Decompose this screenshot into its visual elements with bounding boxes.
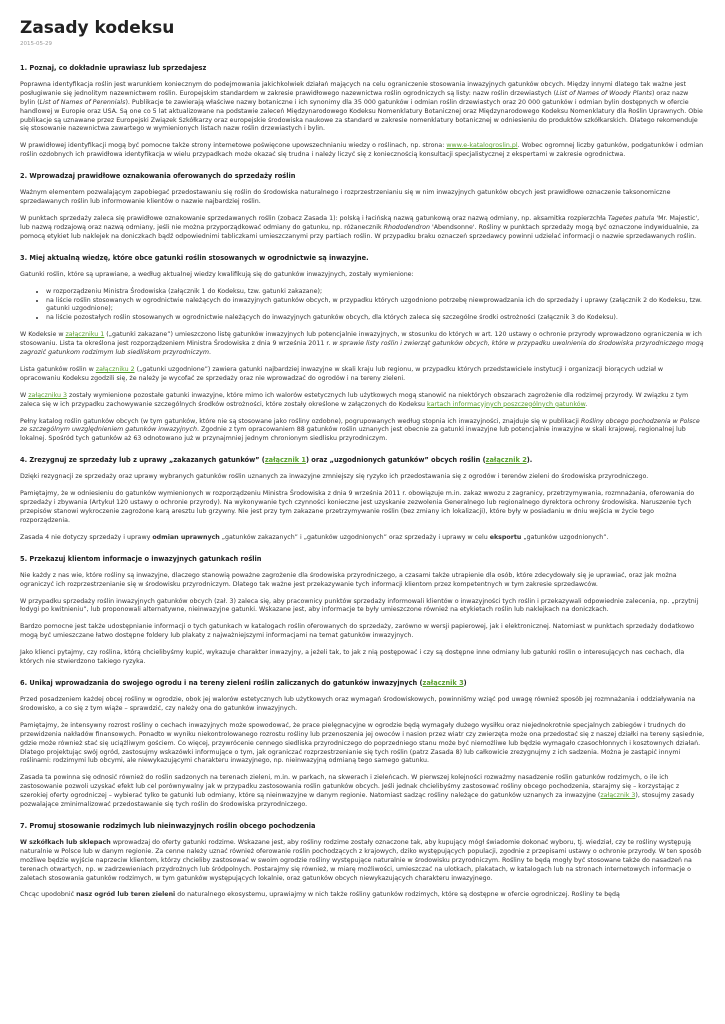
annex-3-link[interactable]: załącznik 3 — [600, 792, 636, 800]
section-5-heading: 5. Przekazuj klientom informacje o inwazyjnych gatunkach roślin — [20, 554, 262, 563]
section-3-paragraph-5 — [20, 418, 705, 445]
section-4-paragraph-1: Dzięki rezygnacji ze sprzedaży oraz uprawy wybranych gatunków roślin uznanych za inwazyjne zmniejszy się ryzyko ich przedostawania się z ogrodów i terenów zieleni do środowiska przyrodniczego. — [20, 473, 649, 481]
text: W — [20, 391, 29, 399]
section-6-heading — [20, 679, 705, 688]
section-4-heading — [20, 456, 705, 465]
text: („gatunki zakazane”) umieszczono listę gatunków inwazyjnych lub potencjalnie inwazyjnych, w stosunku do których w art. 120 ustawy o ochronie przyrody wprowadzono ograniczenia w ich stosowaniu. Lista ta określona jest rozporządzeniem Ministra Środowiska z dnia 9 września 2011 r. — [20, 331, 702, 348]
text: Tagetes patula — [607, 214, 655, 222]
text: 'Abendsonne'. Rośliny w punktach sprzedaży mogą być oznaczone indywidualnie, za pomocą etykiet lub naklejek na doniczkach bądź odpowiednimi tabliczkami umieszczanymi przy partiach roślin. W przypadku braku oznaczeń sprzedawcy powinni udzielać informacji o nazwie sprzedawanych roślin. — [20, 223, 699, 240]
text: 'Mr. Majestic', lub nazwą rodzajową oraz nazwą odmiany, jeśli nie można przyporządkować odmiany do gatunku, np. różanecznik — [20, 214, 700, 231]
section-6-paragraph-1: Przed posadzeniem każdej obcej rośliny w ogrodzie, obok jej walorów estetycznych lub użytkowych oraz wymagań środowiskowych, powinniśmy wziąć pod uwagę również sposób jej rozmnażania i oddziaływania na środowisko, a co się z tym wiąże – sprawdzić, czy należy ona do gatunków inwazyjnych. — [20, 695, 696, 712]
list-item: • w rozporządzeniu Ministra Środowiska (załącznik 1 do Kodeksu, tzw. gatunki zakazane); — [46, 288, 705, 297]
text: ), stosujmy zasady pozwalające zminimalizować przedostawanie się tych roślin do środowiska przyrodniczego. — [20, 792, 695, 809]
annex-list — [20, 288, 705, 324]
section-2-paragraph-2 — [20, 215, 705, 242]
annex-3-link[interactable]: załączniku 3 — [28, 391, 68, 399]
list-item: • na liście roślin stosowanych w ogrodnictwie należących do inwazyjnych gatunków obcych, w przypadku których uzgodniono potrzebę niewprowadzania ich do sprzedaży i uprawy (załącznik 2 do Kodeksu, tzw. gatunki uzgodnione); — [46, 297, 705, 315]
text: W Kodeksie w — [20, 331, 66, 339]
annex-2-link[interactable]: załącznik 2 — [485, 456, 527, 465]
text: ). Publikacje te zawierają właściwe nazwy botaniczne i ich synonimy dla 35 000 gatunków i odmian roślin drzewiastych oraz 20 000 gatunków i odmian bylin dostępnych w ofercie handlowej w Europie oraz USA. Są one co 5 lat aktualizowane na podstawie zaleceń Międzynarodowego Kodeksu Nomenklatury Botanicznej oraz Międzynarodowego Kodeksu Nomenklatury dla Roślin Uprawnych. Obie publikacje są uznawane przez Europejski Związek Szkółkarzy oraz europejskie środowiska naukowe za standard w zakresie nomenklatury botanicznej w odniesieniu do produktów szkółkarskich. Dlatego rekomenduje się stosowanie nazewnictwa zawartego w wymienionych listach nazw roślin drzewiastych i bylin. — [20, 98, 703, 133]
text: „gatunków zakazanych” i „gatunków uzgodnionych” oraz sprzedaży i uprawy w celu — [219, 533, 490, 541]
section-1-paragraph-2 — [20, 142, 705, 160]
annex-3-link[interactable]: załącznik 3 — [422, 678, 464, 687]
text: 6. Unikaj wprowadzania do swojego ogrodu i na tereny zieleni roślin zaliczanych do gatunków inwazyjnych ( — [20, 678, 423, 687]
section-4-paragraph-3 — [20, 534, 705, 543]
text: . — [585, 400, 588, 408]
text: W szkółkach lub sklepach — [20, 838, 111, 846]
text: w sprawie listy roślin i zwierząt gatunków obcych, które w przypadku uwolnienia do środowiska przyrodniczego mogą zagrozić gatunkom rodzimym lub siedliskom przyrodniczym — [20, 340, 704, 357]
text: Rhododendron — [383, 223, 430, 231]
text: ) oraz „uzgodnionych gatunków” obcych roślin ( — [305, 456, 486, 465]
text: („gatunki uzgodnione”) zawiera gatunki najbardziej inwazyjne w skali kraju lub regionu, w przypadku których przedstawiciele instytucji i organizacji biorących udział w opracowaniu Kodeksu zgodzili się, że należy je wycofać ze sprzedaży oraz nie wprowadzać do ogrodów i na tereny zieleni. — [20, 365, 664, 382]
text: . — [209, 349, 212, 357]
section-5-paragraph-4: Jako klienci pytajmy, czy roślina, którą chcielibyśmy kupić, wykazuje charakter inwazyjny, a jeżeli tak, to jak z nią postępować i czy są dostępne inne odmiany lub gatunki roślin o interesujących nas cechach, dla których nie stwierdzono takiego ryzyka. — [20, 649, 685, 666]
text: Zasada 4 nie dotyczy sprzedaży i uprawy — [20, 533, 153, 541]
section-5-paragraph-1: Nie każdy z nas wie, które rośliny są inwazyjne, dlaczego stanowią poważne zagrożenie dla środowiska przyrodniczego, a czasami także utrapienie dla osób, które zdecydowały się je uprawiać, oraz jak można ograniczyć ich rozprzestrzenianie się w środowisku przyrodniczym. Dlatego tak ważne jest przekazywanie tych informacji klientom przez kompetentnych w tym zakresie sprzedawców. — [20, 571, 677, 588]
text: zostały wymienione pozostałe gatunki inwazyjne, które mimo ich walorów estetycznych lub użytkowych mogą stanowić na niektórych obszarach zagrożenie dla rodzimej przyrody. W związku z tym zaleca się w ich przypadku zachowywanie szczególnych środków ostrożności, które zostały określone w załączonych do Kodeksu — [20, 391, 689, 408]
text: . Zgodnie z tym opracowaniem 88 gatunków roślin uznanych jest obecnie za gatunki inwazyjne lub potencjalnie inwazyjne w skali krajowej, regionalnej lub lokalnej. Spośród tych gatunków aż 63 odnotowano już w przynajmniej jednym chronionym siedlisku przyrodniczym. — [20, 426, 686, 443]
text: Zasada ta powinna się odnosić również do roślin sadzonych na terenach zieleni, m.in. w parkach, na skwerach i zieleńcach. W pierwszej kolejności rozważmy nasadzenie roślin gatunków rodzimych, o ile ich zastosowanie pozwoli uzyskać efekt lub cel porównywalny jak w przypadku zastosowania roślin gatunków obcych. Jeśli jednak chcielibyśmy zastosować rośliny obcego pochodzenia, starajmy się – korzystając z szerokiej oferty ogrodniczej – wybierać tylko te gatunki lub odmiany, które są nieinwazyjne w danym regionie. Natomiast sadząc rośliny należące do gatunków uznanych za inwazyjne ( — [20, 774, 680, 800]
text: nasz ogród lub teren zieleni — [76, 891, 176, 899]
section-5-paragraph-3: Bardzo pomocne jest także udostępnianie informacji o tych gatunkach w katalogach roślin oferowanych do sprzedaży, zarówno w wersji papierowej, jak i elektronicznej. Natomiast w punktach sprzedaży dodatkowo mogą być umieszczane łatwo dostępne foldery lub plakaty z najważniejszymi informacjami na temat gatunków inwazyjnych. — [20, 623, 695, 640]
text: ). — [526, 456, 533, 465]
text: „gatunków uzgodnionych”. — [521, 533, 609, 541]
text: wprowadzaj do oferty gatunki rodzime. Wskazane jest, aby rośliny rodzime zostały oznaczone tak, aby kupujący mógł świadomie dokonać wyboru, tj. wiedział, czy te rośliny występują naturalnie w Polsce lub w danym regionie. Za cenne należy uznać również oferowanie roślin pochodzących z krajowych, dziko występujących populacji, zgodnie z przepisami ustawy o ochronie przyrody. W ten sposób możliwe będzie wyjście naprzeciw klientom, którzy chcieliby zastosować w swoim ogrodzie rośliny występujące naturalnie w środowisku przyrodniczym. Rośliny te będą mogły być stosowane także do nasadzeń na terenach otwartych, np. w zadrzewieniach przydrożnych lub śródpolnych. Postarajmy się również, w miarę możliwości, umieszczać na ulotkach, plakatach, w katalogach lub na stronach internetowych informacje o zaletach stosowania gatunków rodzimych, w tym gatunków występujących lokalnie, oraz gatunków obcych niewykazujących charakteru inwazyjnego. — [20, 838, 702, 882]
text: ) oraz nazw bylin ( — [20, 89, 689, 106]
text: Lista gatunków roślin w — [20, 365, 96, 373]
section-1-paragraph-1 — [20, 81, 705, 134]
annex-2-link[interactable]: załączniku 2 — [95, 365, 135, 373]
section-5-paragraph-2: W przypadku sprzedaży roślin inwazyjnych gatunków obcych (zał. 3) zaleca się, aby pracownicy punktów sprzedaży informowali klientów o inwazyjności tych roślin i przekazywali odpowiednie zalecenia, np. „przytnij łodygi po kwitnieniu”, lub proponowali alternatywne, nieinwazyjne gatunki. Wskazane jest, aby informacje te były umieszczone również na etykietach roślin lub naklejkach na doniczkach. — [20, 597, 699, 614]
text: Chcąc upodobnić — [20, 891, 77, 899]
section-3-heading: 3. Miej aktualną wiedzę, które obce gatunki roślin stosowanych w ogrodnictwie są inwazyjne. — [20, 253, 369, 262]
section-6-paragraph-2: Pamiętajmy, że intensywny rozrost rośliny o cechach inwazyjnych może spowodować, że prace pielęgnacyjne w ogrodzie będą wymagały dużego wysiłku oraz niejednokrotnie specjalnych zabiegów i trudnych do przewidzenia nakładów finansowych. Ponadto w wyniku niekontrolowanego rozrostu rośliny lub przenoszenia jej owoców i nasion przez wiatr czy zwierzęta może ona przedostać się z naszej działki na tereny sąsiednie, gdzie może również stać się uciążliwym gościem. Co więcej, przywrócenie cennego siedliska przyrodniczego do poprzedniego stanu może być niemożliwe lub będzie wymagało czasochłonnych i kosztownych działań. Dlatego projektując swój ogród, zastosujmy wskazówki informujące o tym, jak ograniczać rozprzestrzenianie się tych roślin (patrz Zasada 8) lub całkowicie zrezygnujmy z ich sadzenia. Można je zastąpić innymi roślinami: rodzimymi lub obcymi, ale niewykazującymi charakteru inwazyjnego, np. nieinwazyjną odmianą tego samego gatunku. — [20, 721, 705, 765]
text: . Wobec ogromnej liczby gatunków, podgatunków i odmian roślin ozdobnych ich prawidłowa identyfikacja w wielu przypadkach może okazać się trudna i należy liczyć się z koniecznością konsultacji specjalistycznej z ekspertami w zakresie ogrodnictwa. — [20, 142, 704, 159]
section-2-heading: 2. Wprowadzaj prawidłowe oznakowania oferowanych do sprzedaży roślin — [20, 172, 296, 181]
text: Pełny katalog roślin gatunków obcych (w tym gatunków, które nie są stosowane jako rośliny ozdobne), pogrupowanych według stopnia ich inwazyjności, znajduje się w publikacji — [20, 417, 581, 425]
text: List of Names of Woody Plants — [556, 89, 652, 97]
list-item: • na liście pozostałych roślin stosowanych w ogrodnictwie należących do inwazyjnych gatunków obcych, dla których zaleca się szczególne środki ostrożności (załącznik 3 do Kodeksu). — [46, 314, 705, 323]
section-7-heading: 7. Promuj stosowanie rodzimych lub nieinwazyjnych roślin obcego pochodzenia — [20, 821, 316, 830]
section-7-paragraph-2 — [20, 891, 705, 900]
section-7-paragraph-1 — [20, 839, 705, 884]
species-cards-link[interactable]: kartach informacyjnych poszczególnych gatunków — [427, 400, 586, 408]
section-3-paragraph-2 — [20, 331, 705, 358]
section-4-paragraph-2: Pamiętajmy, że w odniesieniu do gatunków wymienionych w rozporządzeniu Ministra Środowiska z dnia 9 września 2011 r. obowiązuje m.in. zakaz wwozu z zagranicy, przetrzymywania, rozmnażania, oferowania do sprzedaży i zbywania (Artykuł 120 ustawy o ochronie przyrody). Na wykonywanie tych czynności konieczne jest uzyskanie zezwolenia Generalnego lub regionalnego dyrektora ochrony środowiska. Naruszenie tych przepisów stanowi wykroczenie zagrożone karą aresztu lub grzywny. Nie jest przy tym zakazane przetrzymywanie roślin (bez zmiany ich lokalizacji), które były w posiadaniu w dniu wejścia w życie tego rozporządzenia. — [20, 490, 695, 524]
text: ) — [463, 678, 467, 687]
text: W prawidłowej identyfikacji mogą być pomocne także strony internetowe poświęcone upowszechnianiu wiedzy o roślinach, np. strona: — [20, 142, 447, 150]
section-3-paragraph-4 — [20, 392, 705, 410]
annex-1-link[interactable]: załącznik 1 — [264, 456, 306, 465]
text: Rośliny obcego pochodzenia w Polsce ze szczególnym uwzględnieniem gatunków inwazyjnych — [20, 417, 700, 434]
text: do naturalnego ekosystemu, uprawiajmy w nich także rośliny gatunków rodzimych, które są dostępne w ofercie ogrodniczej. Rośliny te będą — [175, 891, 620, 899]
publish-date: 2015-05-29 — [20, 41, 52, 47]
text: odmian uprawnych — [152, 533, 220, 541]
section-2-paragraph-1: Ważnym elementem pozwalającym zapobiegać przedostawaniu się roślin do środowiska naturalnego i rozprzestrzenianiu się w nim inwazyjnych gatunków obcych jest prawidłowe oznaczenie taksonomiczne sprzedawanych roślin lub informowanie klientów o nazwie najbardziej roślin. — [20, 189, 671, 206]
text: List of Names of Perennials — [39, 98, 126, 106]
text: 4. Zrezygnuj ze sprzedaży lub z uprawy „zakazanych gatunków” ( — [20, 456, 265, 465]
annex-1-link[interactable]: załączniku 1 — [65, 331, 105, 339]
text: W punktach sprzedaży zaleca się prawidłowe oznakowanie sprzedawanych roślin (zobacz Zasada 1): polską i łacińską nazwą gatunkową oraz nazwą odmiany, np. aksamitka rozpierzchła — [20, 214, 608, 222]
text: Poprawna identyfikacja roślin jest warunkiem koniecznym do podejmowania jakichkolwiek działań mających na celu ograniczenie stosowania inwazyjnych gatunków obcych. Między innymi dlatego tak ważne jest posługiwanie się jednolitym nazewnictwem roślin. Europejskim standardem w zakresie prawidłowego nazewnictwa roślin ogrodniczych są listy: nazw roślin drzewiastych ( — [20, 80, 686, 97]
section-3-intro: Gatunki roślin, które są uprawiane, a według aktualnej wiedzy kwalifikują się do gatunków inwazyjnych, zostały wymienione: — [20, 270, 414, 278]
section-3-paragraph-3 — [20, 366, 705, 384]
section-6-paragraph-3 — [20, 774, 705, 810]
text: eksportu — [489, 533, 522, 541]
section-1-heading: 1. Poznaj, co dokładnie uprawiasz lub sprzedajesz — [20, 63, 207, 72]
e-katalog-link[interactable]: www.e-katalogroslin.pl — [446, 142, 518, 150]
page-title: Zasady kodeksu — [20, 18, 175, 38]
